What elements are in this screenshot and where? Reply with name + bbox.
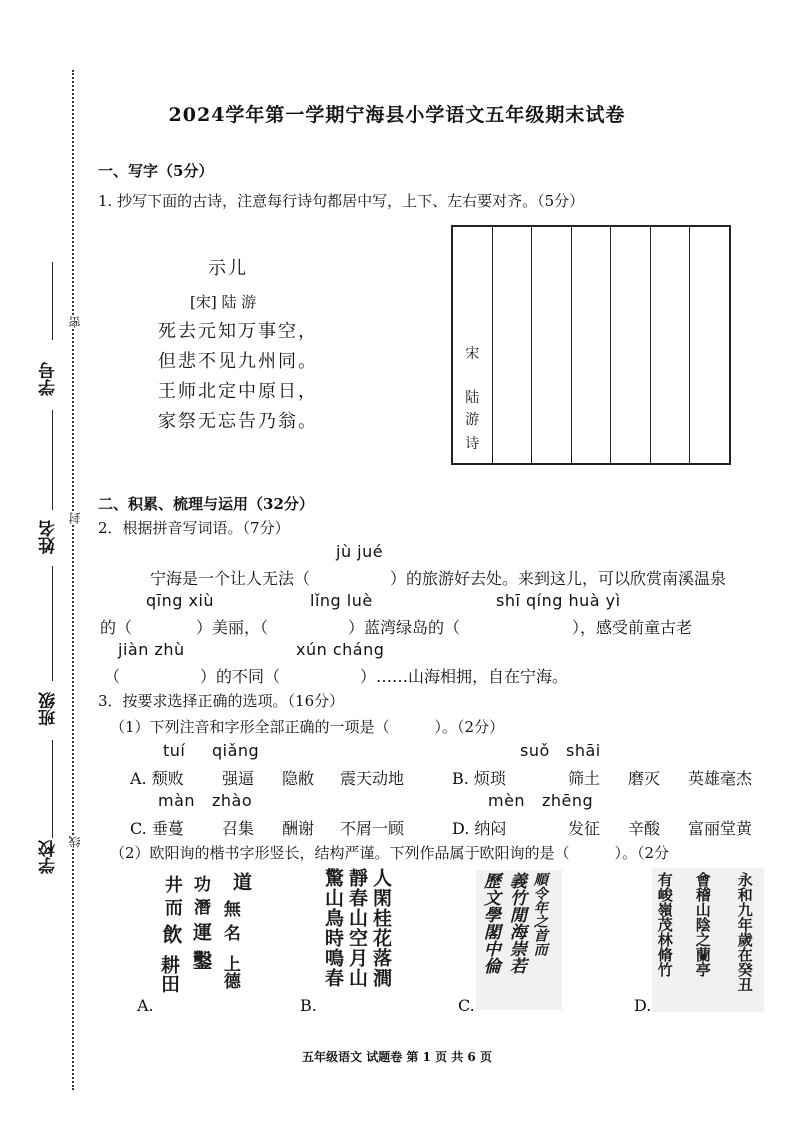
poem-author: [宋] 陆 游 — [190, 293, 257, 311]
pinyin-tui: tuí — [163, 741, 186, 760]
pinyin-xunchang: xún cháng — [296, 640, 385, 659]
option-b-word-4: 英雄毫杰 — [688, 769, 753, 788]
sample-a-ch-12: 上德 — [219, 955, 240, 989]
question-two-prompt: 2．根据拼音写词语。（7分） — [98, 519, 290, 537]
grid-column-4[interactable] — [610, 227, 650, 463]
sample-a-ch-7: 運 — [189, 922, 212, 941]
option-c-word-2: 召集 — [222, 819, 255, 838]
school-label: 学校 — [39, 840, 59, 874]
option-a-word-2: 强逼 — [222, 769, 255, 788]
grid-column-2[interactable] — [531, 227, 571, 463]
question-one-prompt: 1. 抄写下面的古诗，注意每行诗句都居中写，上下、左右要对齐。（5分） — [98, 192, 585, 210]
calligraphy-sample-c[interactable] — [480, 872, 562, 1008]
sample-c-col-2: 義竹閒海崇若 — [505, 872, 526, 974]
grid-signature-column — [453, 227, 492, 463]
sample-b-label: B. — [300, 996, 317, 1015]
seal-feng-mark: 封 — [68, 512, 82, 524]
pinyin-lingluo: lǐng luè — [310, 591, 373, 610]
calligraphy-sample-b[interactable] — [322, 868, 402, 1008]
binding-dotted-line — [72, 70, 74, 1090]
school-blank — [52, 740, 53, 838]
sample-d-col-1: 永和九年歲在癸丑 — [735, 872, 754, 992]
sample-a-col-1: 道 — [230, 872, 252, 891]
grid-column-1[interactable] — [492, 227, 532, 463]
sample-b-col-1: 人閑桂花落澗 — [369, 868, 392, 988]
option-b-word-3: 磨灭 — [628, 769, 661, 788]
page-title: 2024学年第一学期宁海县小学语文五年级期末试卷 — [168, 104, 626, 126]
pinyin-jujue: jù jué — [336, 542, 384, 561]
option-d-word-2: 发征 — [568, 819, 601, 838]
pinyin-zhao: zhào — [212, 791, 253, 810]
grid-column-6[interactable] — [689, 227, 729, 463]
poem-line-1: 死去元知万事空， — [158, 321, 318, 342]
pinyin-jianzhu: jiàn zhù — [118, 640, 185, 659]
passage-line-3: （ ）的不同（ ）……山海相拥，自在宁海。 — [104, 667, 569, 686]
pinyin-man: màn — [158, 791, 196, 810]
sample-d-col-2: 會稽山陰之蘭亭 — [693, 872, 712, 977]
option-d-word-4: 富丽堂黄 — [688, 819, 753, 838]
grid-column-3[interactable] — [571, 227, 611, 463]
pinyin-suo: suǒ — [520, 741, 550, 760]
option-d-word-3: 辛酸 — [628, 819, 661, 838]
sample-a-ch-5: 功 — [189, 875, 210, 892]
pinyin-men: mèn — [488, 791, 526, 810]
pinyin-zheng: zhēng — [542, 791, 594, 810]
option-a-word-1[interactable]: A. 颓败 — [130, 769, 184, 788]
poem-title: 示儿 — [208, 258, 248, 279]
sample-c-col-1: 順令年之首而 — [531, 872, 548, 956]
section-two-heading: 二、积累、梳理与运用（32分） — [98, 495, 314, 513]
class-label: 班级 — [39, 692, 59, 726]
sample-a-ch-8: 鑿 — [189, 950, 213, 970]
section-one-heading: 一、写字（5分） — [98, 162, 214, 180]
option-c-word-1[interactable]: C. 垂蔓 — [130, 819, 184, 838]
sample-a-label: A. — [137, 996, 154, 1015]
class-blank — [52, 566, 53, 681]
pinyin-qingxiu: qīng xiù — [146, 591, 215, 610]
question-three-2-prompt: （2）欧阳询的楷书字形竖长，结构严谨。下列作品属于欧阳询的是（ ）。（2分 — [110, 844, 670, 862]
poem-line-4: 家祭无忘告乃翁。 — [158, 411, 318, 432]
sample-b-col-3: 驚山鳥時鳴春 — [321, 868, 344, 988]
writing-grid[interactable] — [451, 225, 731, 465]
sample-a-ch-10: 無 — [219, 900, 240, 917]
passage-line-2: 的（ ）美丽，（ ）蓝湾绿岛的（ ），感受前童古老 — [100, 618, 693, 637]
pinyin-shiqinghuayi: shī qíng huà yì — [496, 591, 621, 610]
option-a-word-4: 震天动地 — [340, 769, 405, 788]
sample-c-col-3: 歷文學閣中倫 — [479, 872, 500, 974]
sample-a-ch-6: 潛 — [189, 898, 210, 915]
sample-a-ch-3: 飲 — [159, 924, 183, 944]
pinyin-qiang: qiǎng — [212, 741, 260, 760]
grid-sig-you: 游 — [465, 412, 480, 428]
sample-b-col-2: 靜春山空月山 — [345, 868, 368, 988]
poem-line-2: 但悲不见九州同。 — [158, 351, 318, 372]
student-id-label: 学号 — [39, 362, 59, 396]
option-a-word-3: 隐敝 — [282, 769, 315, 788]
option-c-word-4: 不屑一顾 — [340, 819, 405, 838]
seal-xian-mark: 线 — [68, 836, 82, 848]
pinyin-shai: shāi — [566, 741, 601, 760]
sample-a-ch-4: 耕田 — [157, 955, 180, 993]
calligraphy-sample-d[interactable] — [656, 872, 762, 1010]
seal-mi-mark: 密 — [68, 316, 82, 328]
sample-d-label: D. — [634, 996, 652, 1015]
sample-a-ch-2: 而 — [161, 898, 183, 916]
grid-column-5[interactable] — [650, 227, 690, 463]
grid-sig-shi: 诗 — [465, 436, 480, 452]
page-footer: 五年级语文 试题卷 第 1 页 共 6 页 — [302, 1050, 492, 1064]
student-id-blank — [52, 262, 53, 340]
question-three-prompt: 3．按要求选择正确的选项。（16分） — [98, 692, 345, 710]
name-blank — [52, 410, 53, 510]
option-d-word-1[interactable]: D. 纳闷 — [452, 819, 507, 838]
poem-line-3: 王师北定中原日， — [158, 381, 318, 402]
option-b-word-2: 筛土 — [568, 769, 601, 788]
passage-line-1: 宁海是一个让人无法（ ）的旅游好去处。来到这儿，可以欣赏南溪温泉 — [150, 569, 727, 588]
grid-sig-song: 宋 — [465, 346, 480, 362]
grid-sig-lu: 陆 — [465, 390, 480, 406]
question-three-1-prompt: （1）下列注音和字形全部正确的一项是（ ）。（2分） — [110, 718, 505, 736]
sample-a-ch-11: 名 — [219, 924, 240, 941]
sample-c-label: C. — [458, 996, 475, 1015]
name-label: 姓名 — [39, 520, 59, 554]
sample-d-col-3: 有峻嶺茂林脩竹 — [655, 872, 674, 977]
option-b-word-1[interactable]: B. 烦琐 — [452, 769, 506, 788]
option-c-word-3: 酬谢 — [282, 819, 315, 838]
sample-a-ch-1: 井 — [161, 875, 183, 893]
